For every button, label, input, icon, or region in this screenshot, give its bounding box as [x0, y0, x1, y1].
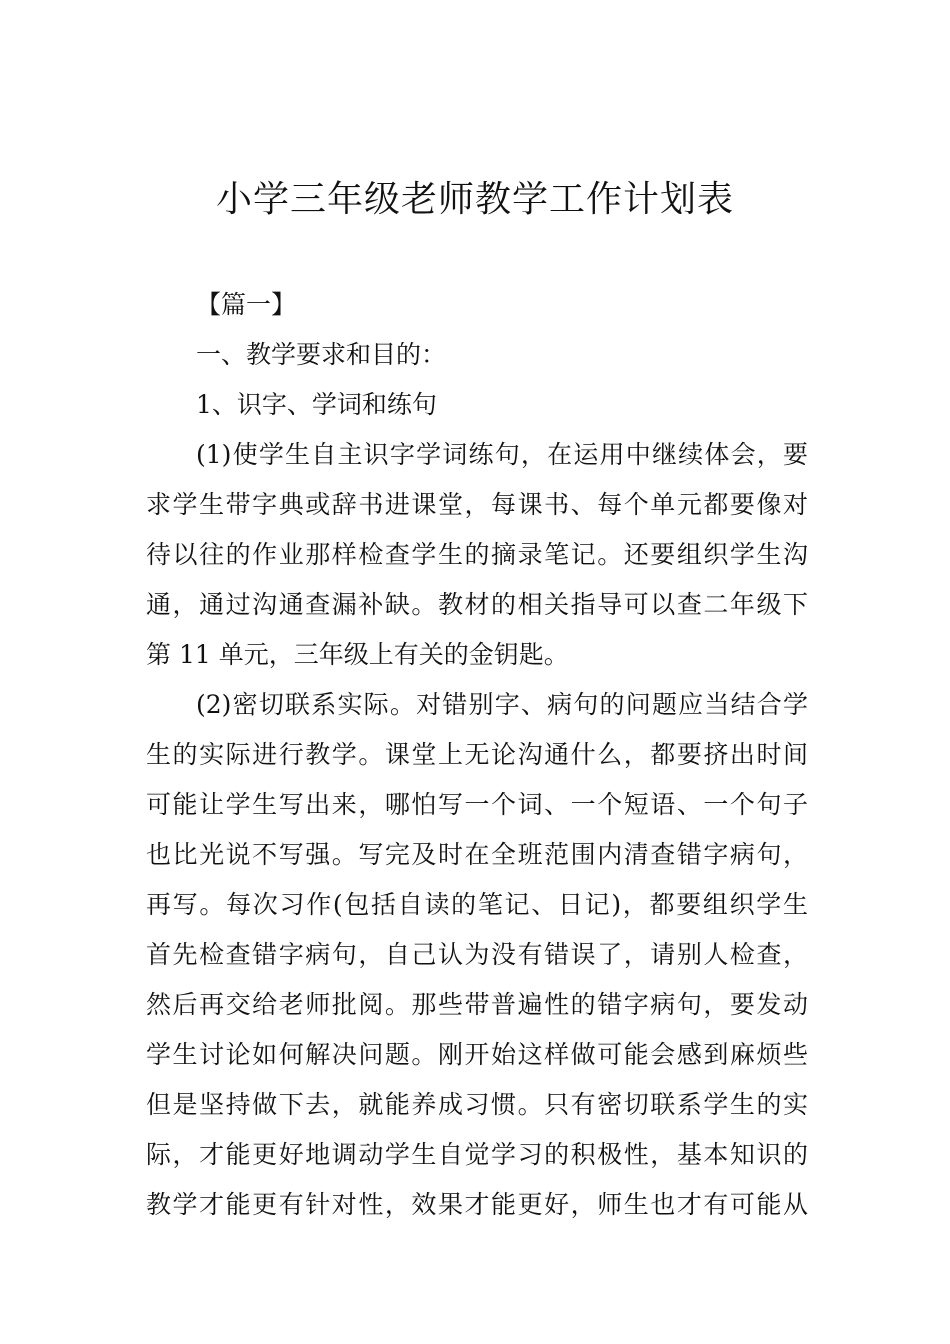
paragraph-line: (2)密切联系实际。对错别字、病句的问题应当结合学	[196, 690, 808, 719]
paragraph-line: 通，通过沟通查漏补缺。教材的相关指导可以查二年级下	[146, 590, 808, 619]
paragraph-line: 待以往的作业那样检查学生的摘录笔记。还要组织学生沟	[146, 540, 808, 569]
paragraph-line: 也比光说不写强。写完及时在全班范围内清查错字病句，	[146, 840, 808, 869]
paragraph-line: 际，才能更好地调动学生自觉学习的积极性，基本知识的	[146, 1140, 808, 1169]
paragraph-line: 然后再交给老师批阅。那些带普遍性的错字病句，要发动	[146, 990, 808, 1019]
paragraph-line: 可能让学生写出来，哪怕写一个词、一个短语、一个句子	[146, 790, 808, 819]
paragraph-line: 学生讨论如何解决问题。刚开始这样做可能会感到麻烦些	[146, 1040, 808, 1069]
paragraph-line: 生的实际进行教学。课堂上无论沟通什么，都要挤出时间	[146, 740, 808, 769]
section-label: 【篇一】	[196, 290, 297, 319]
paragraph-line: 但是坚持做下去，就能养成习惯。只有密切联系学生的实	[146, 1090, 808, 1119]
paragraph-line: 首先检查错字病句，自己认为没有错误了，请别人检查，	[146, 940, 808, 969]
paragraph-line: 第 11 单元，三年级上有关的金钥匙。	[146, 640, 569, 669]
paragraph-line: (1)使学生自主识字学词练句，在运用中继续体会，要	[196, 440, 808, 469]
paragraph-line: 再写。每次习作(包括自读的笔记、日记)，都要组织学生	[146, 890, 808, 919]
paragraph-line: 教学才能更有针对性，效果才能更好，师生也才有可能从	[146, 1190, 808, 1219]
section-heading: 一、教学要求和目的：	[196, 340, 447, 369]
paragraph-line: 求学生带字典或辞书进课堂，每课书、每个单元都要像对	[146, 490, 808, 519]
subsection-heading: 1、识字、学词和练句	[196, 390, 437, 419]
document-body	[146, 280, 808, 1230]
page-title: 小学三年级老师教学工作计划表	[215, 179, 734, 220]
